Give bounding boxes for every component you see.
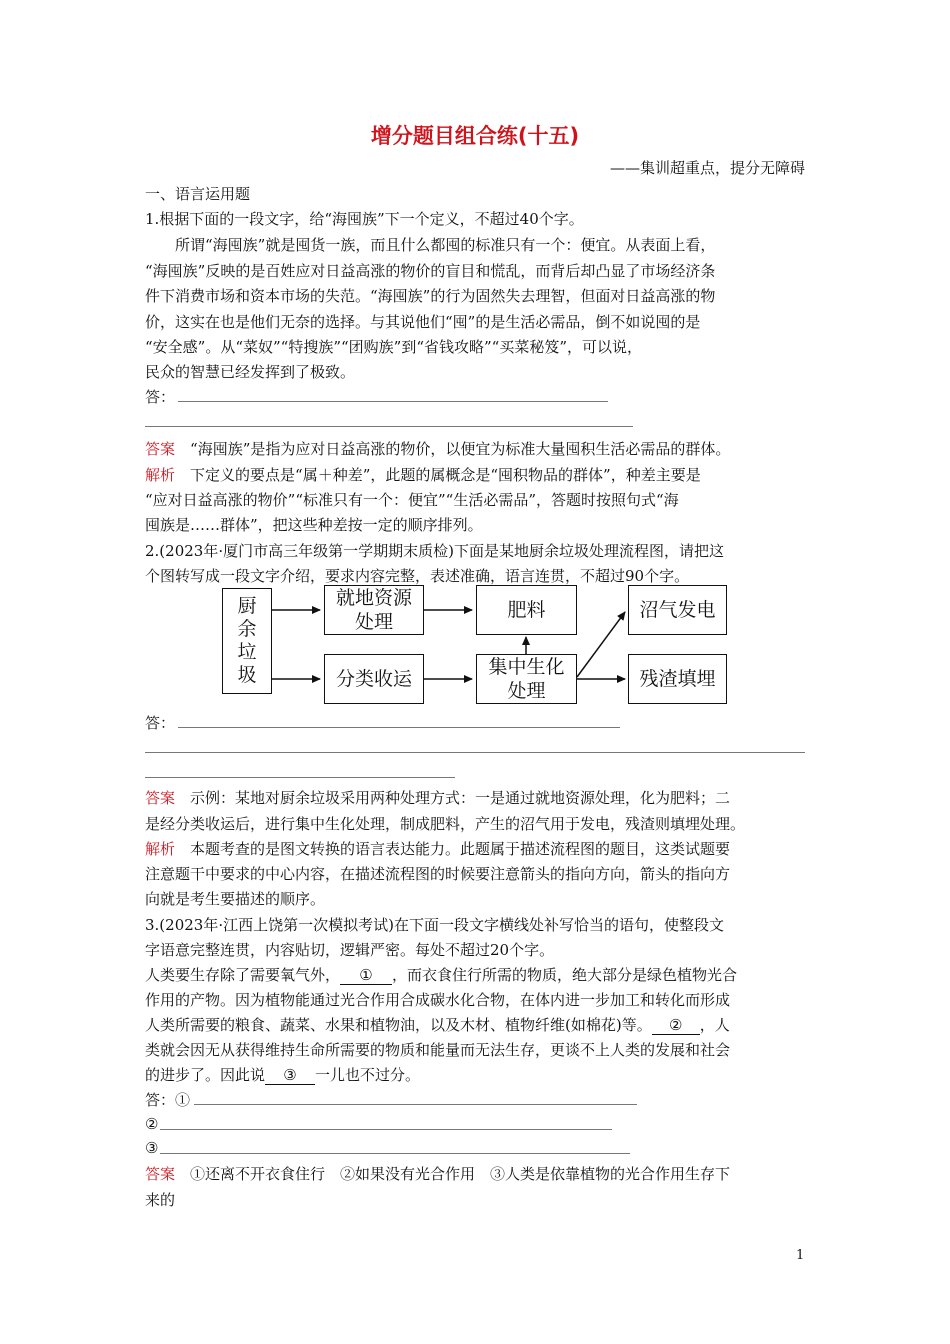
flow-box-biogas-power: 沼气发电	[628, 585, 727, 635]
q3-answer-prompt	[145, 1090, 190, 1110]
q1-passage-line: 价，这实在也是他们无奈的选择。与其说他们“囤”的是生活必需品，倒不如说囤的是	[145, 313, 701, 331]
answer-text: ①还离不开衣食住行 ②如果没有光合作用 ③人类是依靠植物的光合作用生存下	[190, 1165, 731, 1183]
blank-2[interactable]: ②	[652, 1016, 700, 1035]
analysis-label: 解析	[145, 840, 176, 858]
q2-answer	[145, 788, 730, 808]
passage-text: 人类要生存除了需要氧气外，	[145, 966, 341, 984]
passage-text: 一儿也不过分。	[315, 1066, 421, 1084]
passage-text: ，而衣食住行所需的物质，绝大部分是绿色植物光合	[392, 966, 738, 984]
q2-answer-prompt: 答：	[145, 714, 176, 732]
answer-mark: ①	[175, 1091, 191, 1109]
q1-passage-line: “海囤族”反映的是百姓应对日益高涨的物价的盲目和慌乱，而背后却凸显了市场经济条	[145, 262, 716, 280]
passage-text: 人类所需要的粮食、蔬菜、水果和植物油，以及木材、植物纤维(如棉花)等。	[145, 1016, 652, 1034]
q3-passage-line	[145, 965, 737, 985]
q2-answer-line[interactable]	[178, 727, 620, 728]
page-subtitle: ——集训超重点，提分无障碍	[609, 159, 805, 177]
page-number: 1	[796, 1248, 805, 1263]
q3-answer	[145, 1164, 730, 1184]
section-heading: 一、语言运用题	[145, 185, 251, 203]
q1-analysis-line: 囤族是……群体”，把这些种差按一定的顺序排列。	[145, 516, 483, 534]
blank-1[interactable]: ①	[340, 966, 392, 985]
passage-text: 的进步了。因此说	[145, 1066, 266, 1084]
analysis-text: 本题考查的是图文转换的语言表达能力。此题属于描述流程图的题目，这类试题要	[190, 840, 731, 858]
q2-analysis	[145, 839, 730, 859]
q2-answer-line[interactable]	[145, 752, 805, 753]
q3-answer-mark-2: ②	[145, 1115, 159, 1133]
q1-passage-line: 所谓“海囤族”就是囤货一族，而且什么都囤的标准只有一个：便宜。从表面上看，	[175, 236, 716, 254]
q2-stem: 个图转写成一段文字介绍，要求内容完整，表述准确，语言连贯，不超过90个字。	[145, 567, 690, 585]
flow-box-fertilizer: 肥料	[476, 585, 577, 635]
q3-passage-line: 作用的产物。因为植物能通过光合作用合成碳水化合物，在体内进一步加工和转化而形成	[145, 991, 731, 1009]
analysis-label: 解析	[145, 466, 176, 484]
flow-box-collection: 分类收运	[324, 654, 424, 704]
q3-answer-line-3[interactable]	[160, 1153, 630, 1154]
page-title: 增分题目组合练(十五)	[370, 124, 580, 148]
passage-text: ，人	[699, 1016, 730, 1034]
q2-analysis-line: 向就是考生要描述的顺序。	[145, 890, 326, 908]
q3-answer-line-1[interactable]	[194, 1104, 637, 1105]
flow-box-source: 厨余垃圾	[222, 588, 272, 694]
arrow	[577, 612, 625, 677]
answer-label: 答案	[145, 440, 176, 458]
q3-passage-line: 类就会因无从获得维持生命所需要的物质和能量而无法生存，更谈不上人类的发展和社会	[145, 1041, 731, 1059]
answer-text: 示例：某地对厨余垃圾采用两种处理方式：一是通过就地资源处理，化为肥料；二	[190, 789, 731, 807]
flow-box-landfill: 残渣填埋	[628, 654, 727, 704]
q2-analysis-line: 注意题干中要求的中心内容，在描述流程图的时候要注意箭头的指向方向，箭头的指向方	[145, 865, 731, 883]
q3-stem: 3.(2023年·江西上饶第一次模拟考试)在下面一段文字横线处补写恰当的语句，使整段文	[145, 916, 724, 934]
answer-label: 答案	[145, 1165, 176, 1183]
analysis-text: 下定义的要点是“属＋种差”，此题的属概念是“囤积物品的群体”，种差主要是	[190, 466, 701, 484]
answer-label: 答案	[145, 789, 176, 807]
q1-passage-line: 民众的智慧已经发挥到了极致。	[145, 363, 356, 381]
flow-box-biochemical: 集中生化处理	[476, 654, 577, 704]
q2-answer-line[interactable]	[145, 777, 455, 778]
q3-stem: 字语意完整连贯，内容贴切，逻辑严密。每处不超过20个字。	[145, 941, 555, 959]
q1-stem: 1.根据下面的一段文字，给“海囤族”下一个定义，不超过40个字。	[145, 210, 584, 228]
q2-answer-line: 是经分类收运后，进行集中生化处理，制成肥料，产生的沼气用于发电，残渣则填埋处理。	[145, 815, 746, 833]
q3-answer-line-2[interactable]	[160, 1129, 612, 1130]
flow-box-local-processing: 就地资源处理	[324, 585, 424, 635]
answer-text: “海囤族”是指为应对日益高涨的物价，以便宜为标准大量囤积生活必需品的群体。	[190, 440, 731, 458]
q3-passage-line	[145, 1065, 420, 1085]
q3-answer-line: 来的	[145, 1191, 176, 1209]
blank-3[interactable]: ③	[265, 1066, 315, 1085]
q2-stem: 2.(2023年·厦门市高三年级第一学期期末质检)下面是某地厨余垃圾处理流程图，请把这	[145, 542, 724, 560]
q1-passage-line: “安全感”。从“菜奴”“特搜族”“团购族”到“省钱攻略”“买菜秘笈”，可以说，	[145, 338, 643, 356]
q3-passage-line	[145, 1015, 730, 1035]
answer-prompt: 答：	[145, 1091, 176, 1109]
q1-passage-line: 件下消费市场和资本市场的失范。“海囤族”的行为固然失去理智，但面对日益高涨的物	[145, 287, 716, 305]
q3-answer-mark-3: ③	[145, 1139, 159, 1157]
q1-analysis-line: “应对日益高涨的物价”“标准只有一个：便宜”“生活必需品”，答题时按照句式“海	[145, 491, 679, 509]
q1-answer-prompt: 答：	[145, 388, 176, 406]
